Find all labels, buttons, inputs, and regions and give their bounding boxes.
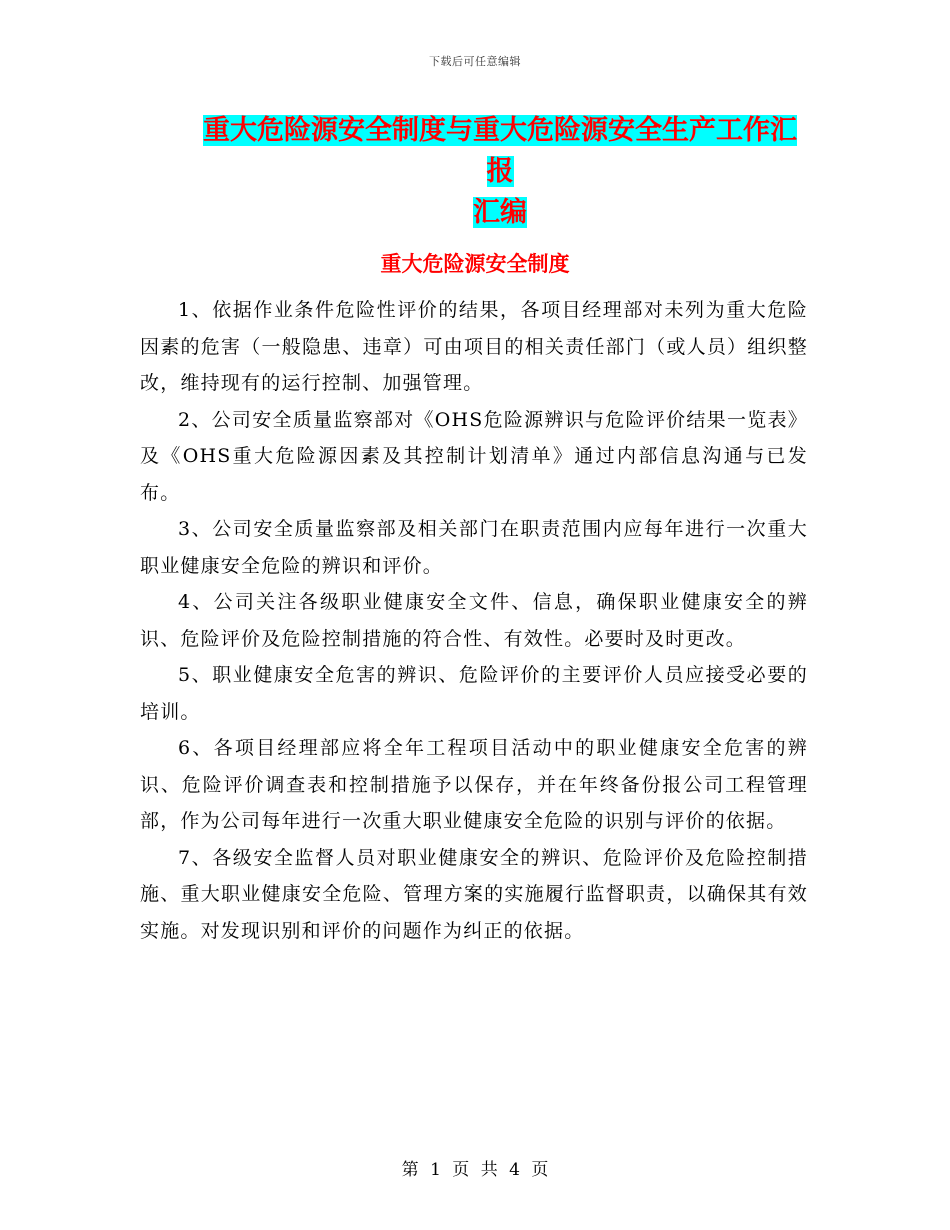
header-note: 下载后可任意编辑 xyxy=(429,55,521,68)
paragraph-7: 7、各级安全监督人员对职业健康安全的辨识、危险评价及危险控制措施、重大职业健康安全危险、管理方案的实施履行监督职责，以确保其有效实施。对发现识别和评价的问题作为纠正的依据。 xyxy=(140,846,808,942)
section-title: 重大危险源安全制度 xyxy=(380,252,570,276)
paragraph-6: 6、各项目经理部应将全年工程项目活动中的职业健康安全危害的辨识、危险评价调查表和控制措施予以保存，并在年终备份报公司工程管理部，作为公司每年进行一次重大职业健康安全危险的识别与评价的依据。 xyxy=(140,737,808,832)
paragraph-2: 2、公司安全质量监察部对《OHS危险源辨识与危险评价结果一览表》及《OHS重大危险源因素及其控制计划清单》通过内部信息沟通与已发布。 xyxy=(140,408,808,504)
document-title xyxy=(190,110,810,233)
paragraph-3: 3、公司安全质量监察部及相关部门在职责范围内应每年进行一次重大职业健康安全危险的辨识和评价。 xyxy=(140,518,808,577)
page-number-footer: 第 1 页 共 4 页 xyxy=(401,1160,549,1180)
paragraph-5: 5、职业健康安全危害的辨识、危险评价的主要评价人员应接受必要的培训。 xyxy=(140,664,808,723)
document-title-line2: 汇编 xyxy=(473,197,527,228)
paragraph-4: 4、公司关注各级职业健康安全文件、信息，确保职业健康安全的辨识、危险评价及危险控制措施的符合性、有效性。必要时及时更改。 xyxy=(140,591,808,650)
document-body xyxy=(140,292,808,949)
document-title-line1: 重大危险源安全制度与重大危险源安全生产工作汇报 xyxy=(203,115,797,187)
paragraph-1: 1、依据作业条件危险性评价的结果，各项目经理部对未列为重大危险因素的危害（一般隐患、违章）可由项目的相关责任部门（或人员）组织整改，维持现有的运行控制、加强管理。 xyxy=(140,299,808,394)
